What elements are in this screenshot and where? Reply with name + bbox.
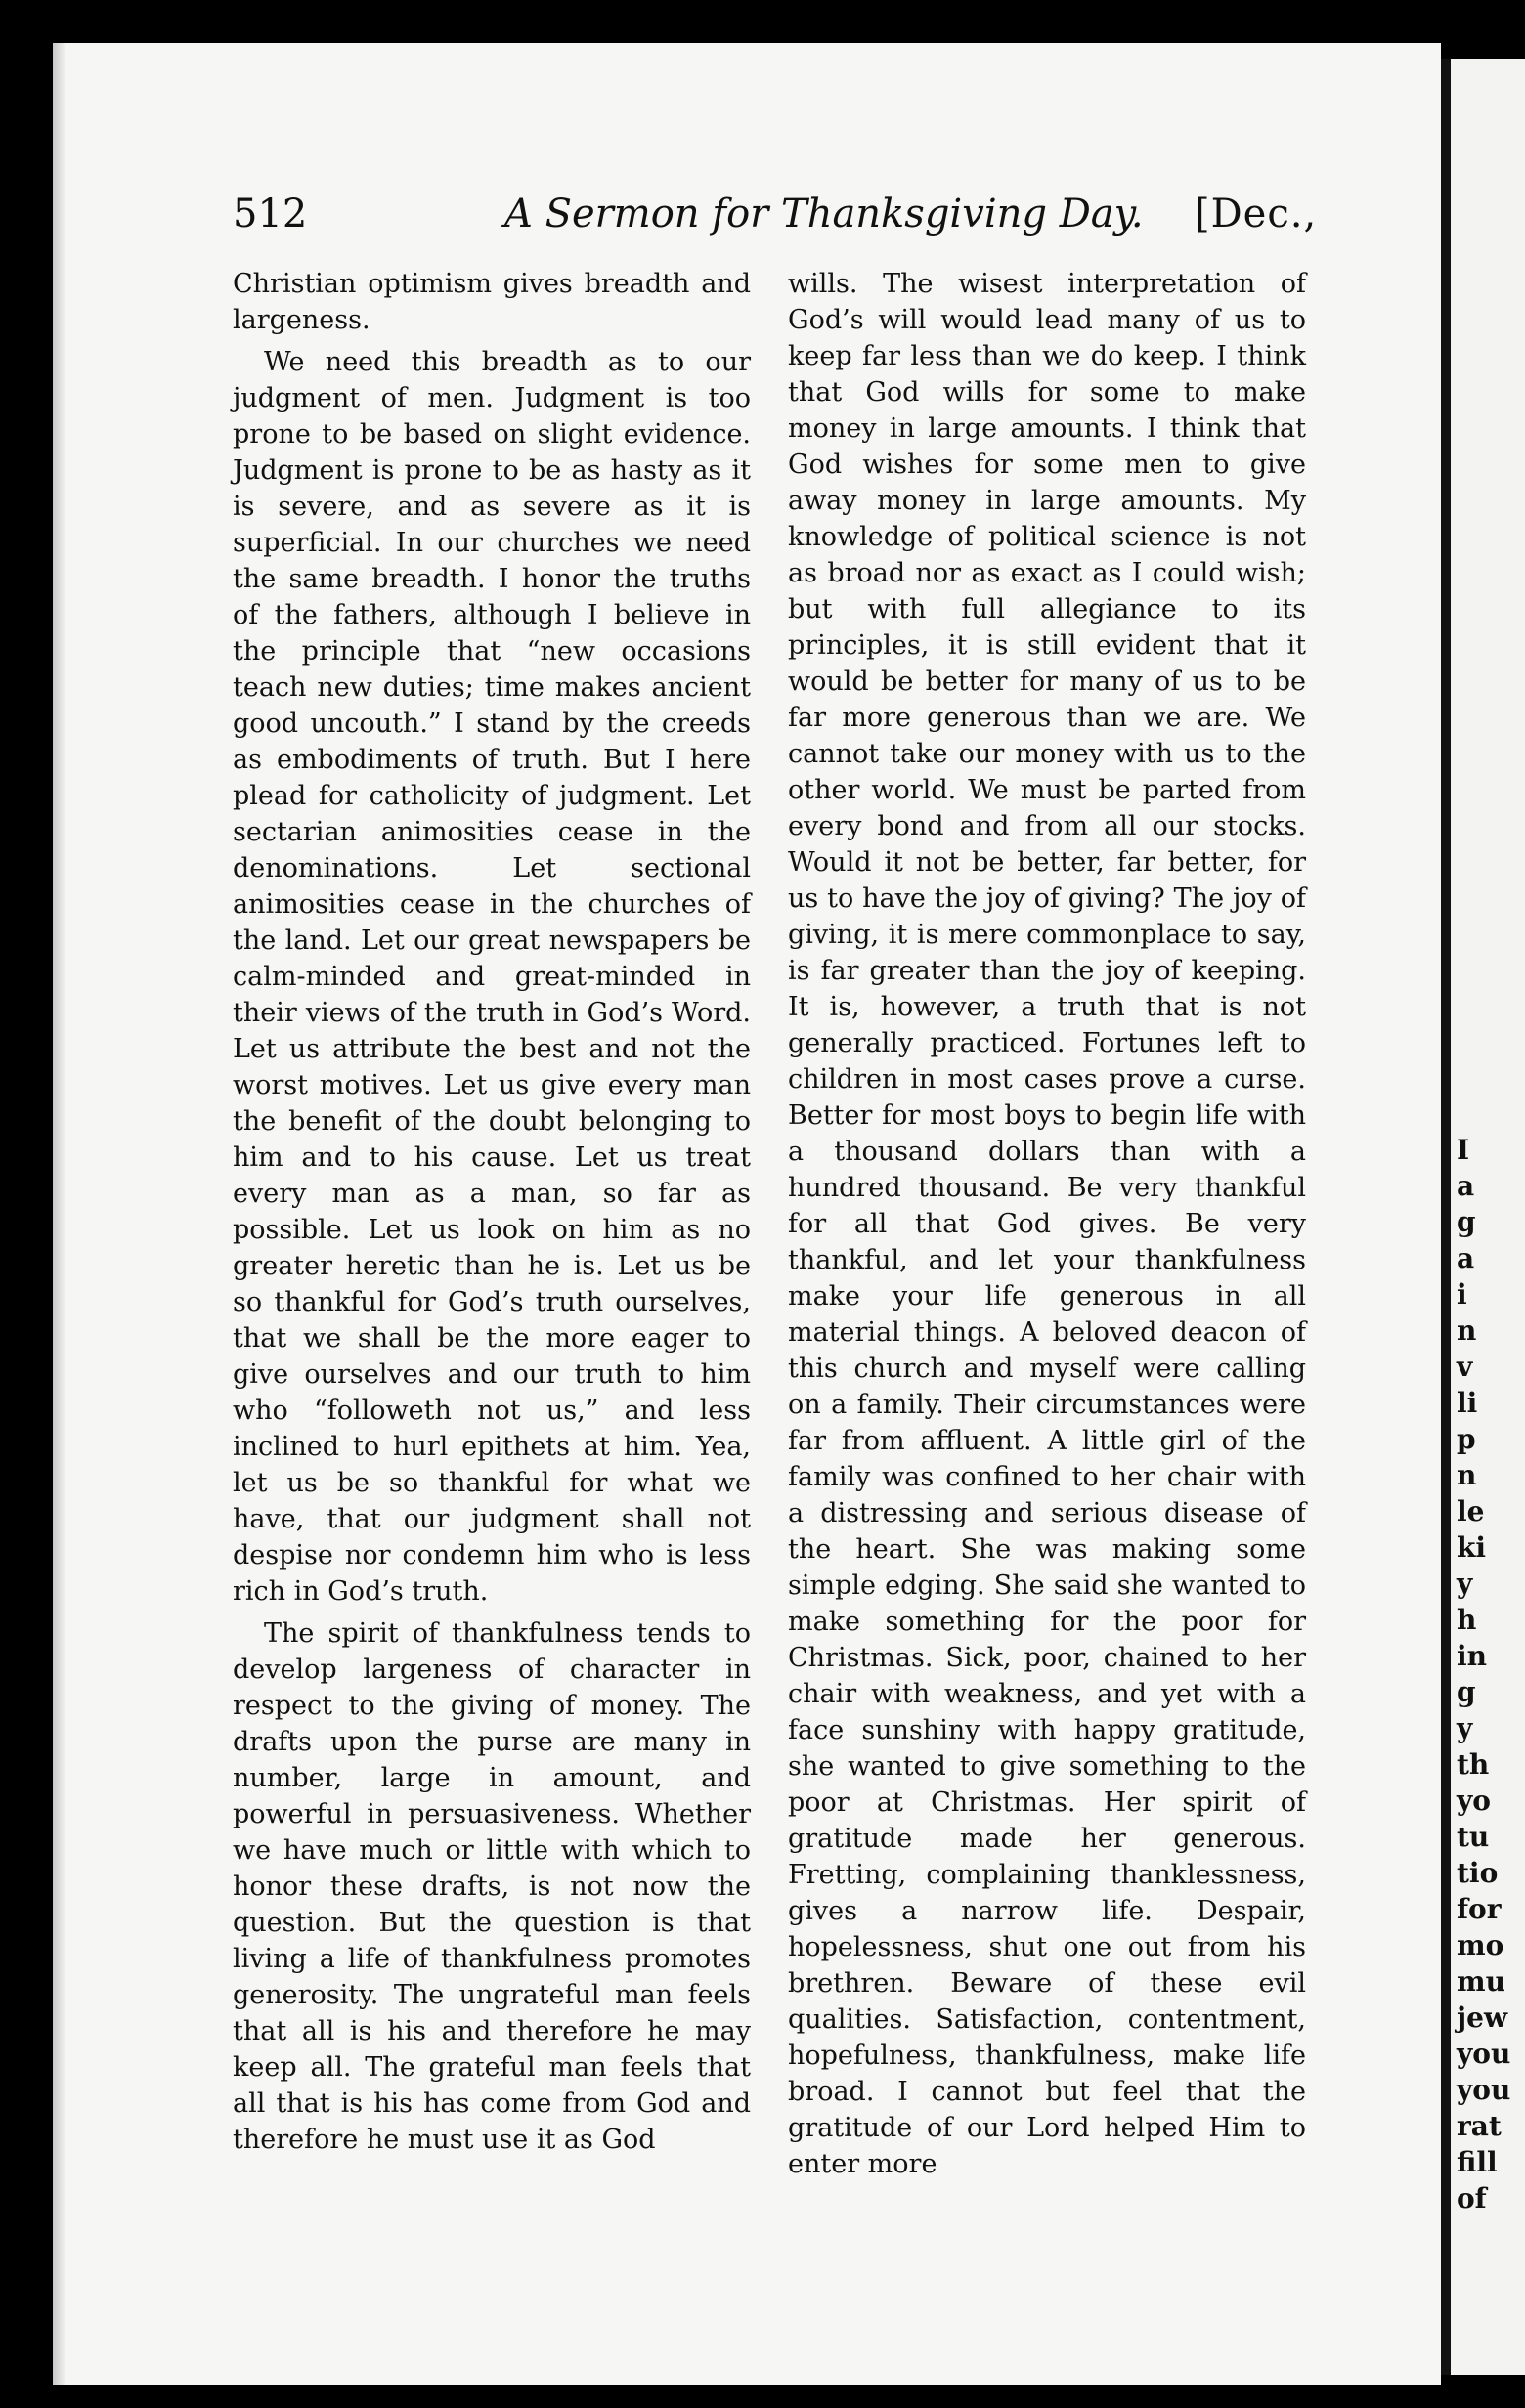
gutter-shadow (53, 43, 66, 2385)
facing-fragment: g (1457, 1206, 1476, 1238)
facing-fragment: yo (1457, 1784, 1491, 1817)
facing-fragment: li (1457, 1387, 1478, 1419)
facing-fragment: I (1457, 1134, 1470, 1166)
facing-fragment: mu (1457, 1965, 1505, 1998)
facing-fragment: a (1457, 1170, 1475, 1202)
facing-fragment: jew (1457, 2001, 1508, 2034)
facing-fragment: y (1457, 1712, 1473, 1744)
facing-fragment: th (1457, 1748, 1490, 1781)
facing-fragment: for (1457, 1893, 1502, 1925)
facing-fragment: i (1457, 1278, 1467, 1311)
left-text-column (233, 266, 751, 2158)
facing-fragment: in (1457, 1640, 1487, 1672)
facing-fragment: mo (1457, 1929, 1504, 1961)
facing-fragment: le (1457, 1495, 1485, 1527)
running-title: A Sermon for Thanksgiving Day. (504, 192, 1144, 236)
facing-fragment: you (1457, 2038, 1511, 2070)
paragraph: The spirit of thankfulness tends to develop largeness of character in respect to the giving of money. The drafts upon the purse are many in number, large in amount, and powerful in persuasiveness. Whether we have much or little with which to honor these drafts, is not now the question. But the question is that living a life of thankfulness promotes generosity. The ungrateful man feels that all is his and therefore he may keep all. The grateful man feels that all that is his has come from God and therefore he must use it as God (233, 1618, 751, 2155)
facing-fragment: g (1457, 1676, 1476, 1708)
running-header (0, 192, 1525, 250)
facing-fragment: a (1457, 1242, 1475, 1274)
running-date-mark: [Dec., (1195, 192, 1318, 236)
facing-fragment: rat (1457, 2110, 1502, 2142)
facing-fragment: p (1457, 1423, 1476, 1455)
paragraph: Christian optimism gives breadth and largeness. (233, 269, 751, 335)
facing-fragment: of (1457, 2182, 1487, 2214)
right-text-column (788, 266, 1306, 2182)
page-number: 512 (233, 192, 308, 236)
facing-fragment: tio (1457, 1857, 1499, 1889)
paragraph: wills. The wisest interpretation of God’s will would lead many of us to keep far less than we do keep. I think that God wills for some to make money in large amounts. I think that God wishes for some men to give away money in large amounts. My knowledge of political science is not as broad nor as exact as I could wish; but with full allegiance to its principles, it is still evident that it would be better for many of us to be far more generous than we are. We cannot take our money with us to the other world. We must be parted from every bond and from all our stocks. Would it not be better, far better, for us to have the joy of giving? The joy of giving, it is mere commonplace to say, is far greater than the joy of keeping. It is, however, a truth that is not generally practiced. Fortunes left to children in most cases prove a curse. Better for most boys to begin life with a thousand dollars than with a hundred thousand. Be very thankful for all that God gives. Be very thankful, and let your thankfulness make your life generous in all material things. A beloved deacon of this church and myself were calling on a family. Their circumstances were far from affluent. A little girl of the family was confined to her chair with a distressing and serious disease of the heart. She was making some simple edging. She said she wanted to make something for the poor for Christmas. Sick, poor, chained to her chair with weakness, and yet with a face sunshiny with happy gratitude, she wanted to give something to the poor at Christmas. Her spirit of gratitude made her generous. Fretting, complaining thanklessness, gives a narrow life. Despair, hopelessness, shut one out from his brethren. Beware of these evil qualities. Satisfaction, contentment, hopefulness, thankfulness, make life broad. I cannot but feel that the gratitude of our Lord helped Him to enter more (788, 269, 1306, 2179)
paragraph: We need this breadth as to our judgment of men. Judgment is too prone to be based on slight evidence. Judgment is prone to be as hasty as it is severe, and as severe as it is superficial. In our churches we need the same breadth. I honor the truths of the fathers, although I believe in the principle that “new occasions teach new duties; time makes ancient good uncouth.” I stand by the creeds as embodiments of truth. But I here plead for catholicity of judgment. Let sectarian animosities cease in the denominations. Let sectional animosities cease in the churches of the land. Let our great newspapers be calm-minded and great-minded in their views of the truth in God’s Word. Let us attribute the best and not the worst motives. Let us give every man the benefit of the doubt belonging to him and to his cause. Let us treat every man as a man, so far as possible. Let us look on him as no greater heretic than he is. Let us be so thankful for God’s truth ourselves, that we shall be the more eager to give ourselves and our truth to him who “followeth not us,” and less inclined to hurl epithets at him. Yea, let us be so thankful for what we have, that our judgment shall not despise nor condemn him who is less rich in God’s truth. (233, 347, 751, 1607)
facing-fragment: h (1457, 1604, 1477, 1636)
facing-fragment: fill (1457, 2146, 1498, 2178)
facing-fragment: n (1457, 1314, 1477, 1347)
facing-fragment: you (1457, 2074, 1511, 2106)
facing-fragment: tu (1457, 1821, 1490, 1853)
facing-fragment: y (1457, 1568, 1473, 1600)
facing-fragment: ki (1457, 1531, 1487, 1564)
facing-page-edge (1441, 59, 1525, 2375)
facing-fragment: v (1457, 1351, 1473, 1383)
facing-fragment: n (1457, 1459, 1477, 1491)
